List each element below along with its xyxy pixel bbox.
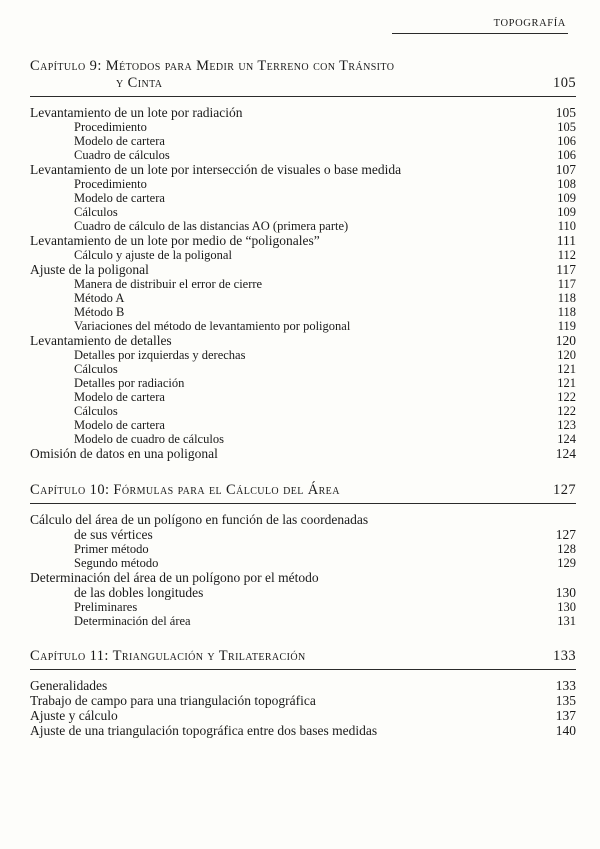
toc-entry-page: 140 bbox=[555, 723, 576, 738]
toc-entry-page: 121 bbox=[557, 362, 576, 376]
toc-entry-label: Segundo método bbox=[74, 555, 159, 570]
toc-entry[interactable] bbox=[30, 292, 576, 305]
toc-entry-page: 120 bbox=[557, 348, 576, 362]
toc-entry-page: 130 bbox=[557, 599, 576, 614]
chapter-10-title-line1: Capítulo 10: Fórmulas para el Cálculo del Área bbox=[30, 481, 340, 498]
section-spacer bbox=[30, 461, 576, 482]
toc-entry-label: Trabajo de campo para una triangulación topográfica bbox=[30, 693, 316, 708]
toc-entry[interactable] bbox=[30, 586, 576, 600]
toc-entry-page: 107 bbox=[555, 162, 576, 177]
chapter-9-heading[interactable] bbox=[30, 58, 576, 92]
toc-entry-label: Cálculo del área de un polígono en función de las coordenadas bbox=[30, 511, 369, 527]
running-head: TOPOGRAFÍA bbox=[493, 18, 566, 29]
toc-entry-label: Levantamiento de un lote por radiación bbox=[30, 105, 243, 120]
toc-entry-label: Cálculos bbox=[74, 362, 118, 376]
toc-entry[interactable] bbox=[30, 135, 576, 148]
toc-entry-label: Generalidades bbox=[30, 678, 108, 693]
toc-entry[interactable] bbox=[30, 433, 576, 446]
toc-entry-label: Levantamiento de detalles bbox=[30, 333, 172, 348]
toc-entry[interactable] bbox=[30, 528, 576, 542]
chapter-11-title-line1: Capítulo 11: Triangulación y Trilateración bbox=[30, 648, 306, 664]
toc-entry-page: 128 bbox=[557, 541, 576, 556]
toc-entry[interactable] bbox=[30, 334, 576, 348]
toc-entry-label: Levantamiento de un lote por medio de “poligonales” bbox=[30, 233, 320, 248]
toc-entry[interactable] bbox=[30, 679, 576, 693]
toc-entry-page: 133 bbox=[555, 678, 576, 693]
toc-entry-label: Levantamiento de un lote por intersección de visuales o base medida bbox=[30, 162, 402, 177]
chapter-11-page: 133 bbox=[553, 648, 576, 664]
chapter-9-rule bbox=[30, 96, 576, 97]
toc-entry[interactable] bbox=[30, 106, 576, 120]
toc-entry[interactable] bbox=[30, 601, 576, 614]
chapter-11-rule bbox=[30, 669, 576, 670]
toc-entry-page: 124 bbox=[557, 432, 576, 446]
toc-entry-label: Ajuste y cálculo bbox=[30, 708, 118, 723]
toc-entry-page: 127 bbox=[555, 526, 576, 542]
toc-entry-label: Omisión de datos en una poligonal bbox=[30, 446, 218, 461]
toc-entry[interactable] bbox=[30, 377, 576, 390]
toc-entry-page: 111 bbox=[556, 233, 576, 248]
toc-entry[interactable] bbox=[30, 709, 576, 723]
toc-entry-page: 129 bbox=[557, 555, 576, 570]
toc-entry-page: 118 bbox=[557, 305, 576, 319]
toc-entry[interactable] bbox=[30, 234, 576, 248]
toc-entry-page: 105 bbox=[555, 105, 576, 120]
toc-entry-label: Manera de distribuir el error de cierre bbox=[74, 277, 263, 291]
toc-entry-label: Modelo de cartera bbox=[74, 134, 165, 148]
toc-entry-page: 120 bbox=[555, 333, 576, 348]
toc-entry-page: 137 bbox=[555, 708, 576, 723]
toc-entry-label: Ajuste de una triangulación topográfica entre dos bases medidas bbox=[30, 723, 378, 738]
toc-entry-label: Cuadro de cálculos bbox=[74, 148, 170, 162]
toc-entry-page: 117 bbox=[556, 262, 576, 277]
toc-entry-label: Procedimiento bbox=[74, 177, 147, 191]
toc-entry-page: 109 bbox=[557, 191, 576, 205]
toc-entry-label: Preliminares bbox=[74, 599, 138, 614]
toc-entry-page: 110 bbox=[557, 219, 576, 233]
toc-entry-page: 106 bbox=[557, 148, 576, 162]
chapter-11-heading[interactable] bbox=[30, 648, 576, 665]
toc-entry-page: 121 bbox=[557, 376, 576, 390]
toc-entry-label: Variaciones del método de levantamiento por poligonal bbox=[74, 319, 351, 333]
toc-entry[interactable] bbox=[30, 405, 576, 418]
toc-entry-label: Primer método bbox=[74, 541, 149, 556]
toc-entry-page: 123 bbox=[557, 418, 576, 432]
toc-entry[interactable] bbox=[30, 363, 576, 376]
toc-entry-label: Método A bbox=[74, 291, 125, 305]
chapter-10-rule bbox=[30, 503, 576, 504]
toc-entry[interactable] bbox=[30, 192, 576, 205]
section-spacer bbox=[30, 627, 576, 648]
toc-entry-page: 124 bbox=[555, 446, 576, 461]
toc-entry[interactable] bbox=[30, 278, 576, 291]
toc-entry-page: 108 bbox=[557, 177, 576, 191]
toc-entry-page: 117 bbox=[557, 277, 576, 291]
toc-entry[interactable] bbox=[30, 320, 576, 333]
toc-entry-label: Cuadro de cálculo de las distancias AO (primera parte) bbox=[74, 219, 349, 233]
chapter-9-title-line2: y Cinta bbox=[116, 75, 163, 91]
toc-entry[interactable] bbox=[30, 724, 576, 738]
toc-entry-label: Determinación del área de un polígono por el método bbox=[30, 569, 319, 585]
toc-entry[interactable] bbox=[30, 206, 576, 219]
toc-entry[interactable] bbox=[30, 557, 576, 570]
toc-entry[interactable] bbox=[30, 306, 576, 319]
toc-entry[interactable] bbox=[30, 149, 576, 162]
running-head-rule bbox=[392, 33, 568, 34]
toc-entry[interactable] bbox=[30, 447, 576, 461]
toc-entry[interactable] bbox=[30, 391, 576, 404]
chapter-10-heading[interactable] bbox=[30, 482, 576, 499]
toc-entry-page: 105 bbox=[557, 120, 576, 134]
toc-entry[interactable] bbox=[30, 249, 576, 262]
chapter-9-page: 105 bbox=[553, 75, 576, 91]
toc-entry-page: 109 bbox=[557, 205, 576, 219]
toc-entry[interactable] bbox=[30, 178, 576, 191]
toc-entry-label: Cálculos bbox=[74, 205, 118, 219]
toc-entry[interactable] bbox=[30, 263, 576, 277]
toc-entry-page: 131 bbox=[557, 613, 576, 628]
toc-entry-page: 122 bbox=[557, 404, 576, 418]
toc-entry[interactable] bbox=[30, 220, 576, 233]
toc-entry-page: 106 bbox=[557, 134, 576, 148]
chapter-10-page: 127 bbox=[553, 481, 576, 498]
toc-entry-label: Detalles por radiación bbox=[74, 376, 185, 390]
toc-entry-label: Cálculos bbox=[74, 404, 118, 418]
toc-entry[interactable] bbox=[30, 571, 576, 585]
chapter-9-title-line1: Capítulo 9: Métodos para Medir un Terreno con Tránsito bbox=[30, 58, 395, 74]
toc-entry-label: Modelo de cartera bbox=[74, 191, 165, 205]
toc-entry[interactable] bbox=[30, 513, 576, 527]
toc-entry-label: Modelo de cartera bbox=[74, 418, 165, 432]
toc-entry[interactable] bbox=[30, 419, 576, 432]
toc-entry-page: 118 bbox=[557, 291, 576, 305]
toc-entry[interactable] bbox=[30, 121, 576, 134]
toc-entry[interactable] bbox=[30, 163, 576, 177]
toc-entry[interactable] bbox=[30, 349, 576, 362]
toc-entry-page: 119 bbox=[557, 319, 576, 333]
toc-content bbox=[30, 58, 576, 738]
toc-entry-label: Detalles por izquierdas y derechas bbox=[74, 348, 246, 362]
toc-entry-label: Cálculo y ajuste de la poligonal bbox=[74, 248, 232, 262]
toc-entry-label: de sus vértices bbox=[74, 526, 153, 542]
toc-entry[interactable] bbox=[30, 615, 576, 628]
toc-entry-label: Método B bbox=[74, 305, 125, 319]
toc-entry-label: Procedimiento bbox=[74, 120, 147, 134]
toc-entry-page: 122 bbox=[557, 390, 576, 404]
toc-entry-label: Modelo de cuadro de cálculos bbox=[74, 432, 224, 446]
toc-entry-label: Modelo de cartera bbox=[74, 390, 165, 404]
toc-entry[interactable] bbox=[30, 694, 576, 708]
toc-entry-label: Determinación del área bbox=[74, 613, 191, 628]
toc-entry-page: 130 bbox=[555, 584, 576, 600]
toc-entry-label: Ajuste de la poligonal bbox=[30, 262, 149, 277]
toc-entry-page: 135 bbox=[555, 693, 576, 708]
toc-entry[interactable] bbox=[30, 543, 576, 556]
toc-entry-label: de las dobles longitudes bbox=[74, 584, 204, 600]
toc-entry-page: 112 bbox=[557, 248, 576, 262]
